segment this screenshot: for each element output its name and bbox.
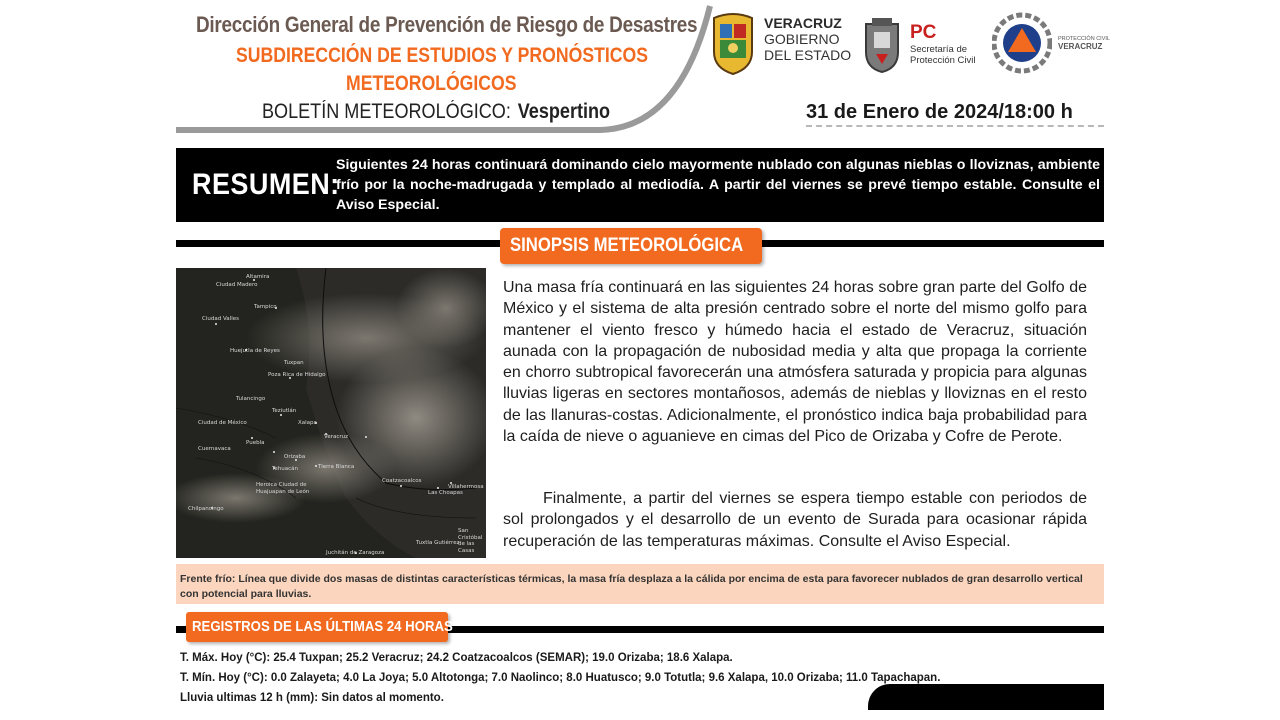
satellite-image (176, 268, 486, 558)
map-label: Xalapa (298, 420, 317, 426)
satellite-image-graphic (176, 268, 486, 558)
map-label: Heroica Ciudad de Huajuapan de León (256, 482, 310, 495)
veracruz-coat-of-arms-logo (710, 12, 756, 76)
map-label: Ciudad Valles (202, 316, 239, 322)
records-heading: REGISTROS DE LAS ÚLTIMAS 24 HORAS (192, 618, 453, 635)
pc-secretariat-logo-text: PC Secretaría de Protección Civil (910, 22, 976, 66)
rainfall-record: Lluvia ultimas 12 h (mm): Sin datos al momento. (180, 692, 444, 704)
map-label: Poza Rica de Hidalgo (268, 372, 326, 378)
map-label: Coatzacoalcos (382, 478, 422, 484)
min-temperature-record: T. Mín. Hoy (°C): 0.0 Zalayeta; 4.0 La Joya; 5.0 Altotonga; 7.0 Naolinco; 8.0 Huatusco; 9.0 Totutla; 9.6 Xalapa, 10.0 Orizaba; 11.0 Tapachapan. (180, 672, 941, 684)
map-label: Orizaba (284, 454, 306, 460)
synopsis-paragraph-2: Finalmente, a partir del viernes se espera tiempo estable con periodos de sol prolongados y el desarrollo de un evento de Surada para ocasionar rápida recuperación de las temperaturas máximas. Consulte el Aviso Especial. (503, 490, 1087, 550)
map-label: Juchitán de Zaragoza (326, 550, 385, 556)
synopsis-heading-tab (500, 228, 762, 264)
records-heading-tab (186, 612, 453, 642)
map-label: Puebla (246, 440, 265, 446)
bulletin-type (262, 100, 610, 124)
map-label: Las Choapas (428, 490, 463, 496)
map-label: Tuxtla Gutiérrez (416, 540, 460, 546)
date-divider (806, 125, 1104, 127)
map-label: Tampico (254, 304, 277, 310)
map-label: Cuernavaca (198, 446, 231, 452)
bulletin-label: BOLETÍN METEOROLÓGICO: (262, 100, 511, 123)
map-label: Tulancingo (236, 396, 266, 402)
map-label: Veracruz (324, 434, 349, 440)
civil-protection-veracruz-logo (992, 12, 1052, 74)
max-temperature-record: T. Máx. Hoy (°C): 25.4 Tuxpan; 25.2 Veracruz; 24.2 Coatzacoalcos (SEMAR); 19.0 Orizaba; 18.6 Xalapa. (180, 652, 733, 664)
map-label: San Cristóbal de las Casas (458, 528, 483, 554)
agency-title: Dirección General de Prevención de Riesgo de Desastres (196, 12, 698, 37)
summary-text: Siguientes 24 horas continuará dominando cielo mayormente nublado con algunas nieblas o lloviznas, ambiente frío por la noche-madrugada y templado al mediodía. A partir del viernes se prevé tiempo estable. Consulte el Aviso Especial. (336, 157, 1100, 213)
map-label: Huejutla de Reyes (230, 348, 280, 354)
bulletin-date: 31 de Enero de 2024/18:00 h (806, 101, 1073, 123)
map-label: Ciudad Madero (216, 282, 258, 288)
map-label: Chilpancingo (188, 506, 224, 512)
map-label: Tierra Blanca (318, 464, 355, 470)
map-label: Tuxpan (284, 360, 304, 366)
synopsis-heading: SINOPSIS METEOROLÓGICA (510, 235, 744, 256)
summary-box (176, 148, 1104, 222)
cold-front-definition-note: Frente frío: Línea que divide dos masas de distintas características térmicas, la masa fría desplaza a la cálida por encima de esta para favorecer nublados de gran desarrollo vertical con potencial para lluvias. (176, 564, 1104, 604)
subdirection-title-line1: SUBDIRECCIÓN DE ESTUDIOS Y PRONÓSTICOS (236, 44, 648, 67)
subdirection-title-line2: METEOROLÓGICOS (346, 72, 517, 95)
synopsis-paragraph-1: Una masa fría continuará en las siguientes 24 horas sobre gran parte del Golfo de México y el sistema de alta presión centrado sobre el norte del mismo golfo para mantener el viento fresco y húmedo hacia el estado de Veracruz, situación aunada con la propagación de nubosidad media y alta que propaga la corriente en chorro subtropical favorecerán una atmósfera saturada y propicia para algunas lluvias ligeras en sectores montañosos, además de nieblas y lloviznas en el resto de las llanuras-costas. Adicionalmente, el pronóstico indica baja probabilidad para la caída de nieve o aguanieve en cimas del Pico de Orizaba y Cofre de Perote. (503, 279, 1087, 446)
map-label: Villahermosa (448, 484, 484, 490)
bulletin-period: Vespertino (517, 100, 611, 123)
map-label: Tehuacán (272, 466, 299, 472)
map-label: Teziutlán (272, 408, 297, 414)
footer-corner-decoration (868, 684, 1104, 710)
map-label: Altamira (246, 274, 270, 280)
map-label: Ciudad de México (198, 420, 247, 426)
summary-label: RESUMEN: (192, 168, 340, 201)
civil-protection-veracruz-logo-text: PROTECCIÓN CIVIL VERACRUZ (1058, 36, 1110, 51)
veracruz-government-logo-text: VERACRUZ GOBIERNO DEL ESTADO (764, 15, 852, 63)
civil-protection-coat-of-arms-logo (862, 14, 902, 74)
